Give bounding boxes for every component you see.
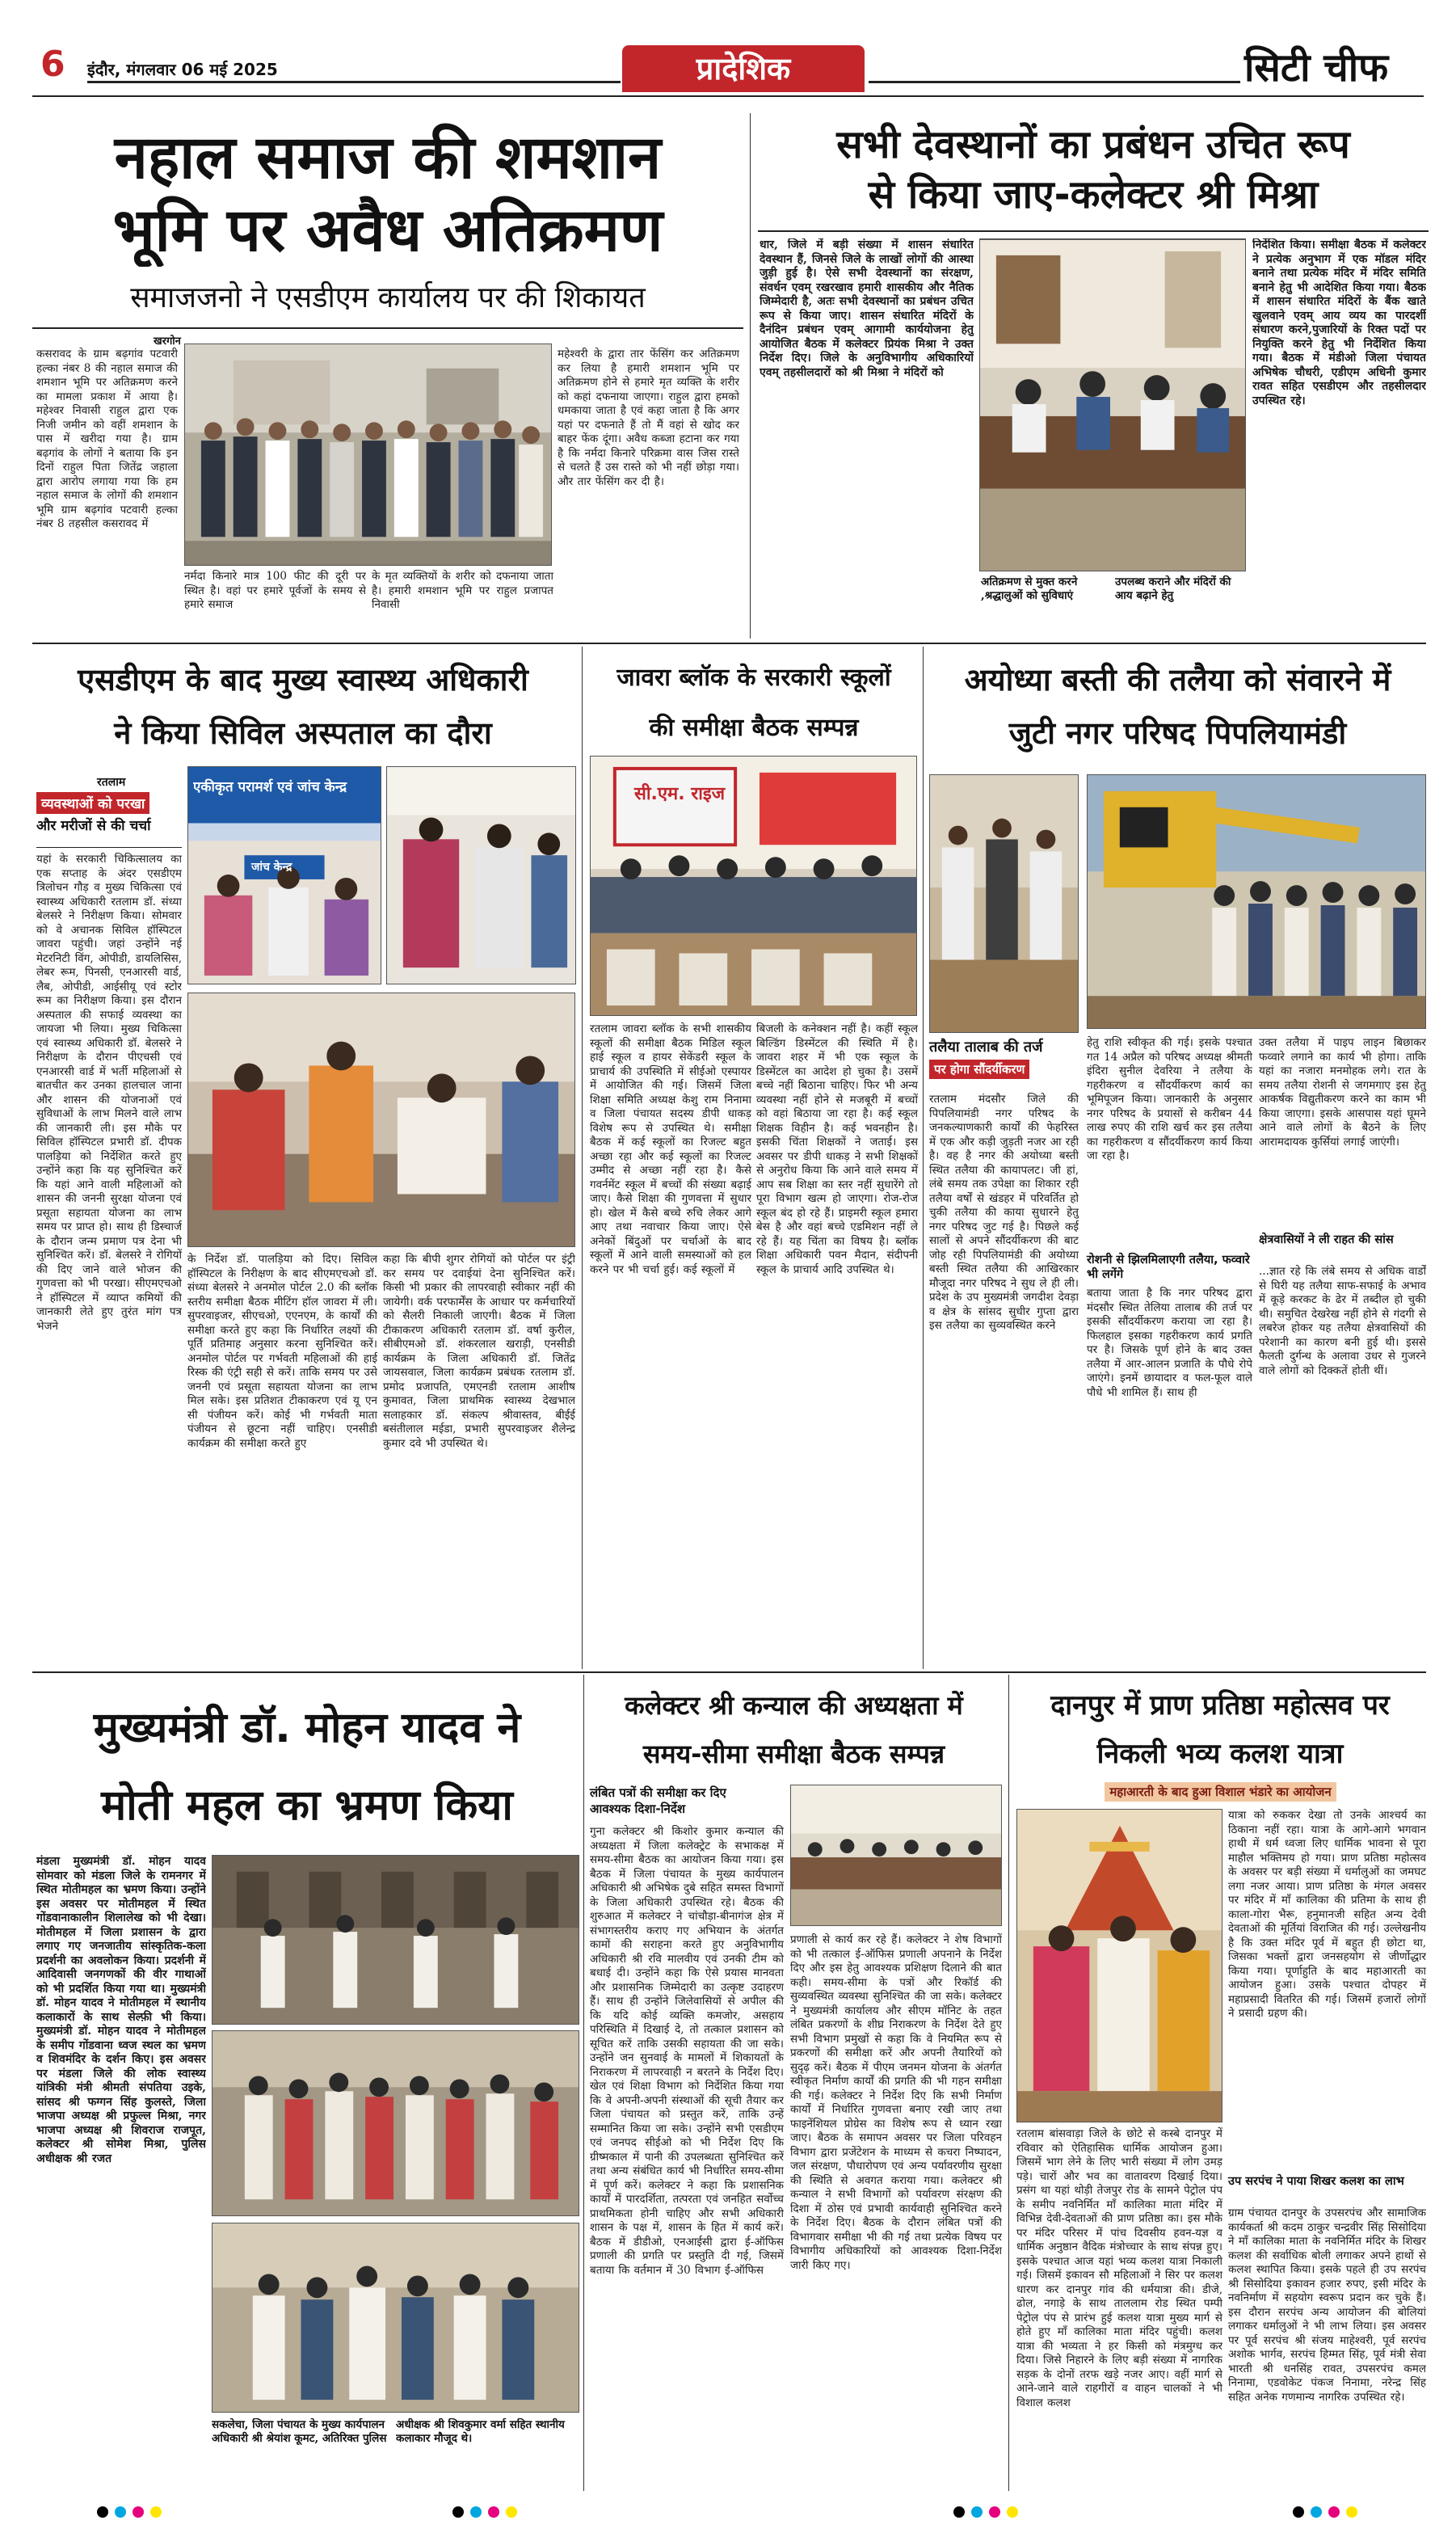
article-body: महेश्वरी के द्वारा तार फेंसिंग कर अतिक्रमण कर लिया है हमारी शमशान भूमि पर अतिक्रमण होने से हमारे मृत व्यक्ति के शरीर को कहां दफनाया जाएगा। राहुल द्वारा हमको धमकाया जाता है एवं कहा जाता है कि अगर यहां पर दफनाते हैं तो मैं वहां से खोद कर बाहर फेंक दूंगा। अवैध कब्जा हटाना कर गया है कि नर्मदा किनारे परिक्रमा वास जिस रास्ते से चलते हैं उस रास्ते को भी नहीं छोड़ा गया। और तार फेंसिंग कर दी है। (558, 348, 739, 488)
subheadline: समाजजनो ने एसडीएम कार्यालय पर की शिकायत (130, 281, 646, 314)
article-body: यहां के सरकारी चिकित्सालय का एक सप्ताह के अंदर एसडीएम त्रिलोचन गौड़ व मुख्य चिकित्सा एवं स्वास्थ्य अधिकारी रतलाम डॉ. संध्या बेलसरे ने निरीक्षण किया। सोमवार को वे अचानक सिविल हॉस्पिटल जावरा पहुंची। जहां उन्होंने नई मेटरनिटी विंग, ओपीडी, डायलिसिस, लेबर रूम, पिनसी, एनआरसी वार्ड, लैब, ओपीडी, आईसीयू एवं स्टोर रूम का निरीक्षण किया। इस दौरान अस्पताल की सफाई व्यवस्था का जायजा भी लिया। मुख्य चिकित्सा एवं स्वास्थ्य अधिकारी डॉ. बेलसरे ने निरीक्षण के दौरान पीएचसी एवं एनआरसी वार्ड में भर्ती महिलाओं से बातचीत कर उनका हालचाल जाना और शासन की योजनाओं एवं सुविधाओं के लाभ मिलने वाले लाभ की जानकारी ली। इस मौके पर सिविल हॉस्पिटल प्रभारी डॉ. दीपक पालड़िया को निर्देशित करते हुए उन्होंने कहा कि यह सुनिश्चित करें कि यहां आने वाली महिलाओं को शासन की जननी सुरक्षा योजना एवं प्रसूता सहायता योजना का लाभ समय पर प्राप्त हो। साथ ही डिस्चार्ज के दौरान जन्म प्रमाण पत्र देना भी सुनिश्चित करें। डॉ. बेलसरे ने रोगियों की दिए जाने वाले भोजन की गुणवत्ता को भी परखा। सीएमएचओ ने हॉस्पिटल में व्याप्त कमियों की जानकारी लेते हुए तुरंत मांग पत्र भेजने (36, 853, 182, 1333)
photo-health-centre (187, 766, 381, 984)
article-body: निर्देशित किया। समीक्षा बैठक में कलेक्टर ने प्रत्येक अनुभाग में एक मॉडल मंदिर बनाने तथा प्रत्येक मंदिर में मंदिर समिति बनाने हेतु भी आदेशित किया गया। बैठक में शासन संधारित मंदिरों के बैंक खाते खुलवाने एवम् आय व्यय का पारदर्शी संधारण करने,पुजारियों के रिक्त पदों पर नियुक्ति करने हेतु भी निर्देशित किया गया। बैठक में मंडीओ जिला पंचायत अभिषेक चौधरी, एडीएम अधिनी कुमार रावत सहित एसडीएम और तहसीलदार उपस्थित रहे। (1252, 238, 1426, 407)
photo-officials (929, 774, 1079, 1033)
headline: अयोध्या बस्ती की तलैया को संवारने में जुटी नगर परिषद पिपलियामंडी (964, 662, 1391, 751)
photo-school-meeting (590, 756, 917, 1016)
story-dateline: खरगोन (154, 335, 181, 348)
article-body: उक्त तलैया में पाइप लाइन बिछाकर फव्वारे लगाने का कार्य भी होगा। ताकि यहां का नजारा मनमोहक लगे। रात के समय तलैया रोशनी से जगमगाए इस हेतु आकर्षक विद्युतीकरण करने का काम भी किया जाएगा। इसके आसपास यहां घूमने आने वाले लोगों के बैठने के लिए आरामदायक कुर्सियां लगाई जाएंगी। (1259, 1036, 1426, 1149)
article-body: ...ज्ञात रहे कि लंबे समय से अधिक वार्डों से घिरी यह तलैया साफ-सफाई के अभाव में कूड़े करकट के ढेर में तब्दील हो चुकी थी। समुचित देखरेख नहीं होने से गंदगी से लबरेज होकर यह तलैया क्षेत्रवासियों की परेशानी का कारण बनी हुई थी। इससे फैलती दुर्गन्ध के अलावा उधर से गुजरने वाले लोगों को दिक्कतें होती थीं। (1259, 1265, 1426, 1377)
kicker: महाआरती के बाद हुआ विशाल भंडारे का आयोजन (1016, 1782, 1424, 1802)
headline: मुख्यमंत्री डॉ. मोहन यादव ने मोती महल का भ्रमण किया (93, 1704, 521, 1830)
article-body: रतलाम बांसवाड़ा जिले के छोटे से कस्बे दानपुर में रविवार को ऐतिहासिक धार्मिक आयोजन हुआ। जिसमें भाग लेने के लिए भारी संख्या में लोग उमड़ पड़े। चारों और भव का वातावरण दिखाई दिया। प्रसंग था यहां थोड़ी तेजपुर रोड के सामने पेट्रोल पंप के समीप नवनिर्मित माँ कालिका माता मंदिर में विभिन्न देवी-देवताओं की प्राण प्रतिष्ठा का। इस मौके पर मंदिर परिसर में पांच दिवसीय हवन-यज्ञ व धार्मिक अनुष्ठान वैदिक मंत्रोच्चार के साथ संपन्न हुए। इसके पश्चात आज यहां भव्य कलश यात्रा निकाली गई। जिसमें इकावन सौ महिलाओं ने सिर पर कलश धारण कर दानपुर गांव की धर्मयात्रा की। डीजे, ढोल, नगाड़े के साथ ताललाम रोड स्थित पम्पी पेट्रोल पंप से प्रारंभ हुई कलश यात्रा मुख्य मार्ग से होते हुए माँ कालिका माता मंदिर पहुंची। कलश यात्रा की भव्यता ने हर किसी को मंत्रमुग्ध कर दिया। जिसे निहारने के लिए बड़ी संख्या में नागरिक सड़क के दोनों तरफ खड़े नजर आए। वहीं मार्ग से आने-जाने वाले राहगीरों व वाहन चालकों ने भी विशाल कलश (1016, 2127, 1222, 2409)
article-body: रतलाम मंदसौर जिले की पिपलियामंडी नगर परिषद के जनकल्याणकारी कार्यों की फेहरिस्त में एक और कड़ी जुड़ती नजर आ रही है। वह है नगर की अयोध्या बस्ती स्थित तलैया की कायापलट। जी हां, लंबे समय तक उपेक्षा का शिकार रही तलैया वर्षों से खंडहर में परिवर्तित हो चुकी तलैया की काया सुधारने हेतु नगर परिषद जुट गई है। पिछले कई सालों से अपने सौंदर्यीकरण की बाट जोह रही पिपलियामंडी की अयोध्या बस्ती स्थित तलैया की आखिरकार मौजूदा नगर परिषद ने सुध ले ही ली। प्रदेश के उप मुख्यमंत्री जगदीश देवड़ा व क्षेत्र के सांसद सुधीर गुप्ता द्वारा इस तलैया का सुव्यवस्थित करने (929, 1093, 1079, 1332)
dateline: इंदौर, मंगलवार 06 मई 2025 (87, 60, 278, 79)
article-body: ग्राम पंचायत दानपुर के उपसरपंच और सामाजिक कार्यकर्ता श्री कदम ठाकुर चन्द्रवीर सिंह सिसोदिया ने माँ कालिका माता के नवनिर्मित मंदिर के शिखर कलश की सर्वाधिक बोली लगाकर अपने हाथों से कलश स्थापित किया। इसके पहले ही उप सरपंच श्री सिसोदिया इकावन हजार रुपए, इसी मंदिर के नवनिर्माण में सहयोग स्वरूप प्रदान कर चुके हैं। इस दौरान सरपंच अन्य आयोजन की बोलियां लगाकर धर्मालुओं ने भी लाभ लिया। इस अवसर पर पूर्व सरपंच श्री संजय माहेश्वरी, पूर्व सरपंच अशोक भार्गव, सरपंच हिम्मत सिंह, पूर्व मंत्री सेवा भारती श्री धनसिंह रावत, उपसरपंच कमल निनामा, एडवोकेट पंकज निनामा, नरेन्द्र सिंह सहित अनेक गणमान्य नागरिक उपस्थित रहे। (1228, 2207, 1426, 2404)
kicker: व्यवस्थाओं को परखा और मरीजों से की चर्चा (36, 792, 182, 834)
article-body: धार, जिले में बड़ी संख्या में शासन संधारित देवस्थान हैं, जिनसे जिले के लाखों लोगों की आस्था जुड़ी हुई है। ऐसे सभी देवस्थानों का संरक्षण, संवर्धन एवम् रखरखाव हमारी शासकीय और नैतिक जिम्मेदारी है, अतः सभी देवस्थानों का प्रबंधन उचित रूप से किया जाए। शासन संधारित मंदिरों के दैनंदिन प्रबंधन एवम् आगामी कार्ययोजना हेतु आयोजित बैठक में कलेक्टर प्रियंक मिश्रा ने उक्त निर्देश दिए। जिले के अनुविभागीय अधिकारियों एवम् तहसीलदारों को श्री मिश्रा ने मंदिरों को (760, 238, 974, 379)
photo-patients-ward (187, 993, 575, 1247)
photo-collector-meeting (979, 238, 1246, 571)
headline: कलेक्टर श्री कन्याल की अध्यक्षता में समय-सीमा समीक्षा बैठक सम्पन्न (625, 1690, 963, 1769)
kicker: तलैया तालाब की तर्ज पर होगा सौंदर्यीकरण (929, 1039, 1079, 1079)
article-body: बिजली के कनेक्शन नहीं है। कहीं स्कूल बिल्डिंग डिस्मेंटल की स्थिति में है। जावरा शहर में भी एक स्कूल के डिस्मेंटल का आदेश हो चुका है। उसमें बच्चे नहीं बिठाना चाहिए। फिर भी अन्य व्यवस्था नहीं होने से मजबूरी में बच्चों को वहां बिठाया जा रहा है। कई स्कूल शिक्षक विहीन है। कई भवनहीन है। इसकी चिंता शिक्षकों ने जताई। इस अवसर पर डीपी धाकड़ ने सभी शिक्षकों से अनुरोध किया कि आने वाले समय में आप सब शिक्षा का स्तर नहीं सुधारेंगे तो पूरा विभाग खत्म हो जाएगा। रोज-रोज स्कूल बंद हो रहे हैं। प्राइमरी स्कूल हमारा बेस है और वहां बच्चे एडमिशन नहीं ले रहे हैं। यह चिंता का विषय है। ब्लॉक शिक्षा अधिकारी पवन मैदान, संदीपनी स्कूल के प्राचार्य आदि उपस्थित थे। (756, 1022, 918, 1276)
photo-jcb-excavation (1087, 774, 1426, 1029)
photo-guna-meeting (790, 1785, 1002, 1926)
section-title: प्रादेशिक (696, 51, 791, 86)
photo-cm-heritage (212, 1855, 579, 2025)
sign-text: जांच केन्द्र (251, 861, 292, 874)
sign-text: एकीकृत परामर्श एवं जांच केन्द्र (193, 779, 347, 795)
subhead-kicker: उप सरपंच ने पाया शिखर कलश का लाभ (1228, 2175, 1404, 2188)
article-body: बताया जाता है कि नगर परिषद द्वारा मंदसौर स्थित तेलिया तालाब की तर्ज पर इसकी सौंदर्यीकरण कराया जा रहा है। फिलहाल इसका गहरीकरण कार्य प्रगति पर है। जिसके पूर्ण होने के बाद उक्त तलैया में आर-आलन प्रजाति के पौधे रोपे जाएंगे। इनमें छायादार व फल-फूल वाले पौधे भी शामिल हैं। साथ ही (1087, 1287, 1252, 1399)
photo-collector-meeting-2 (979, 238, 1246, 240)
article-body: कहा कि बीपी शुगर रोगियों को पोर्टल पर इंट्री कर समय पर दवाईयां देना सुनिश्चित करें। किसी भी प्रकार की लापरवाही स्वीकार नहीं की जायेगी। वर्क परफार्मेंस के आधार पर कर्मचारियों को सैलरी निकाली जाएगी। बैठक में जिला टीकाकरण अधिकारी रतलाम डॉ. वर्षा कुरील, सीबीएमओ डॉ. शंकरलाल खराड़ी, एनसीडी कार्यक्रम के जिला अधिकारी डॉ. जितेंद्र जायसवाल, जिला कार्यक्रम प्रबंधक रतलाम डॉ. प्रमोद प्रजापति, एमएनडी रतलाम आशीष कुमावत, जिला प्राथमिक स्वास्थ्य देखभाल सलाहकार डॉ. संकल्प श्रीवास्तव, बीईई बसंतीलाल मईडा, प्रभारी सुपरवाइजर शैलेन्द्र कुमार दवे भी उपस्थित थे। (383, 1253, 575, 1450)
article-body: यात्रा को रुककर देखा तो उनके आश्चर्य का ठिकाना नहीं रहा। यात्रा के आगे-आगे भगवान हाथी में धर्म ध्वजा लिए धार्मिक भावना से पूरा माहौल भक्तिमय हो गया। प्राण प्रतिष्ठा महोत्सव के अवसर पर बड़ी संख्या में धर्मालुओं का जमघट लगा नजर आया। प्राण प्रतिष्ठा के मंगल अवसर पर मंदिर में माँ कालिका की प्रतिमा के साथ ही काला-गोरा भैरू, हनुमानजी सहित अन्य देवी देवताओं की मूर्तियां विराजित की गई। उल्लेखनीय है कि उक्त मंदिर पूर्व में बहुत ही छोटा था, जिसका भक्तों द्वारा जनसहयोग से जीर्णोद्धार किया गया। पूर्णाहुति के बाद महाआरती का आयोजन हुआ। उसके पश्चात दोपहर में महाप्रसादी वितरित की गई। जिसमें हजारों लोगों ने प्रसादी ग्रहण की। (1228, 1809, 1426, 2020)
subhead-kicker: रोशनी से झिलमिलाएगी तलैया, फव्वारे भी लगेंगे (1087, 1254, 1250, 1281)
photo-caption: सकलेचा, जिला पंचायत के मुख्य कार्यपालन अधिकारी श्री श्रेयांश कूमट, अतिरिक्त पुलिस (212, 2418, 387, 2445)
brand-logo: सिटी चीफ (1244, 45, 1389, 91)
article-body: गुना कलेक्टर श्री किशोर कुमार कन्याल की अध्यक्षता में जिला कलेक्ट्रेट के सभाकक्ष में समय-सीमा बैठक का आयोजन किया गया। इस बैठक में जिला पंचायत के मुख्य कार्यपालन अधिकारी श्री अभिषेक दुबे सहित समस्त विभागों के जिला अधिकारी उपस्थित रहे। बैठक की शुरुआत में कलेक्टर ने चांचौड़ा-बीनागंज क्षेत्र में संभागस्तरीय कराए गए अभियान के अंतर्गत कामों की सराहना करते हुए अनुविभागीय अधिकारी श्री रवि मालवीय एवं उनकी टीम को बधाई दी। उन्होंने कहा कि ऐसे प्रयास मानवता और प्रशासनिक जिम्मेदारी का उत्कृष्ट उदाहरण हैं। साथ ही उन्होंने जिलेवासियों से अपील की कि यदि कोई व्यक्ति कमजोर, असहाय परिस्थिति में दिखाई दे, तो तत्काल प्रशासन को सूचित करें ताकि उसकी सहायता की जा सके। उन्होंने जन सुनवाई के मामलों में शिकायतों के निराकरण में लापरवाही न बरतने के निर्देश दिए। खेल एवं शिक्षा विभाग को निर्देशित किया गया कि वे अपनी-अपनी संस्थाओं की सूची तैयार कर जिला पंचायत को प्रस्तुत करें, ताकि उन्हें सम्मानित किया जा सके। उन्होंने सभी एसडीएम एवं जनपद सीईओ को भी निर्देश दिए कि ग्रीष्मकाल में पानी की उपलब्धता सुनिश्चित करें तथा अन्य संबंधित कार्य भी निर्धारित समय-सीमा में पूर्ण करें। कलेक्टर ने कहा कि प्रशासनिक कार्यों में पारदर्शिता, तत्परता एवं जनहित सर्वोच्च प्राथमिकता होनी चाहिए और सभी अधिकारी शासन के पक्ष में, शासन के हित में कार्य करें। बैठक में डीडीओ, एनआईसी द्वारा ई-ऑफिस प्रणाली की प्रगति पर प्रस्तुति दी गई, जिसमें बताया कि वर्तमान में 30 विभाग ई-ऑफिस (590, 1825, 784, 2277)
photo-caption: उपलब्ध कराने और मंदिरों की आय बढ़ाने हेतु (1115, 575, 1231, 602)
section-banner (622, 45, 865, 92)
article-body: रतलाम जावरा ब्लॉक के सभी शासकीय स्कूलों की समीक्षा बैठक मिडिल स्कूल हाई स्कूल व हायर सेकेंडरी स्कूल के प्राचार्य की उपस्थिति में सीईओ एस्पायर में आयोजित की गई। जिसमें जिला शिक्षा समिति अध्यक्ष केशु राम निनामा व जिला पंचायत सदस्य डीपी धाकड़ विशेष रूप से उपस्थित थे। समीक्षा बैठक में कई स्कूलों का रिजल्ट बहुत अच्छा रहा और कई स्कूलों का रिजल्ट उम्मीद से अच्छा नहीं रहा है। कैसे गवर्नमेंट स्कूल में बच्चों की संख्या बढ़ाई जाए। कैसे शिक्षा की गुणवत्ता में सुधार हो। खेल में कैसे बच्चे रुचि लेकर आगे आए तथा नवाचार किया जाए। ऐसे अनेकों बिंदुओं पर चर्चाओं के बाद स्कूलों में आने वाली समस्याओं को हल करने पर भी चर्चा हुई। कई स्कूलों में (590, 1022, 751, 1276)
photo-caption: अधीक्षक श्री शिवकुमार वर्मा सहित स्थानीय कलाकार मौजूद थे। (396, 2418, 565, 2445)
article-body: कसरावद के ग्राम बढ़गांव पटवारी हल्का नंबर 8 की नहाल समाज की शमशान भूमि पर अतिक्रमण करने का मामला प्रकाश में आया है। महेश्वर निवासी राहुल द्वारा एक निजी जमीन को वहीं शमशान के पास में खरीदा गया है। ग्राम बढ़गांव के लोगों ने बताया कि इन दिनों राहुल पिता जितेंद्र जहाला द्वारा आरोप लगाया गया कि हम नहाल समाज के लोगों की शमशान भूमि ग्राम बढ़गांव पटवारी हल्का नंबर 8 तहसील कसरावद में (36, 348, 178, 530)
photo-complainants (184, 344, 552, 566)
article-body: के निर्देश डॉ. पालड़िया को दिए। सिविल हॉस्पिटल के निरीक्षण के बाद सीएमएचओ डॉ. संध्या बेलसरे ने अनमोल पोर्टल 2.0 की ब्लॉक स्तरीय समीक्षा बैठक मीटिंग हॉल जावरा में ली। सुपरवाइजर, सीएचओ, एएनएम, के कार्यों की समीक्षा करते हुए कहा कि निर्धारित लक्ष्यों की पूर्ति प्रतिमाह अनुसार करना सुनिश्चित करें। अनमोल पोर्टल पर गर्भवती महिलाओं की हाई रिस्क की एंट्री सही से करें। ताकि समय पर उसे जननी एवं प्रसूता सहायता योजना का लाभ मिल सके। इस प्रतिशत टीकाकरण एवं यू एन सी पंजीयन करें। कोई भी गर्भवती माता पंजीयन से छूटना नहीं चाहिए। एनसीडी कार्यक्रम की समीक्षा करते हुए (187, 1253, 377, 1450)
article-body: प्रणाली से कार्य कर रहे हैं। कलेक्टर ने शेष विभागों को भी तत्काल ई-ऑफिस प्रणाली अपनाने के निर्देश दिए और इस हेतु आवश्यक प्रशिक्षण दिलाने की बात कही। समय-सीमा के पत्रों और रिकॉर्ड की सुव्यवस्थित व्यवस्था सुनिश्चित की जा सके। कलेक्टर ने मुख्यमंत्री कार्यालय और सीएम मॉनिट के तहत लंबित प्रकरणों के शीघ्र निराकरण के निर्देश देते हुए सभी विभाग प्रमुखों से कहा कि वे नियमित रूप से प्रकरणों की समीक्षा करें और अपनी तैयारियों को सुदृढ़ करें। बैठक में पीएम जनमन योजना के अंतर्गत स्वीकृत निर्माण कार्यों की प्रगति की भी गहन समीक्षा की गई। कलेक्टर ने निर्देश दिए कि सभी निर्माण कार्यों में निर्धारित गुणवत्ता बनाए रखी जाए तथा फाइनेंशियल प्रोग्रेस का विशेष रूप से ध्यान रखा जाए। बैठक के समापन अवसर पर जिला परिवहन विभाग द्वारा प्रजेंटेशन के माध्यम से कचरा निष्पादन, जल संरक्षण, पौधारोपण एवं अन्य पर्यावरणीय सुरक्षा की स्थिति से अवगत कराया गया। कलेक्टर श्री कन्याल ने सभी विभागों को पर्यावरण संरक्षण की दिशा में ठोस एवं प्रभावी कार्यवाही सुनिश्चित करने के निर्देश दिए। बैठक के दौरान लंबित पत्रों की विभागवार समीक्षा भी की गई तथा प्रत्येक विषय पर विभागीय अधिकारियों को आवश्यक दिशा-निर्देश जारी किए गए। (790, 1933, 1002, 2272)
headline: नहाल समाज की शमशान भूमि पर अवैध अतिक्रमण (112, 123, 663, 265)
headline: दानपुर में प्राण प्रतिष्ठा महोत्सव पर निकली भव्य कलश यात्रा (1050, 1689, 1390, 1770)
article-body: नर्मदा किनारे मात्र 100 फीट की दूरी पर स्थित है। वहां पर हमारे पूर्वजों के समय से हमारे समाज (184, 570, 366, 611)
article-body: हेतु राशि स्वीकृत की गई। इसके पश्चात गत 14 अप्रैल को परिषद अध्यक्ष श्रीमती इंदिरा सुनील देवरिया ने तलैया के गहरीकरण व सौंदर्यीकरण कार्य का भूमिपूजन किया। जानकारी के अनुसार नगर परिषद के प्रयासों से करीबन 44 लाख रुपए की राशि खर्च कर इस तलैया का गहरीकरण व सौंदर्यीकरण कार्य किया जा रहा है। (1087, 1036, 1252, 1162)
kicker: लंबित पत्रों की समीक्षा कर दिए आवश्यक दिशा-निर्देश (590, 1785, 726, 1816)
masthead (0, 0, 1456, 97)
headline: सभी देवस्थानों का प्रबंधन उचित रूप से किया जाए-कलेक्टर श्री मिश्रा (836, 122, 1350, 217)
headline: जावरा ब्लॉक के सरकारी स्कूलों की समीक्षा बैठक सम्पन्न (616, 664, 891, 742)
photo-hospital-inspection (386, 766, 576, 984)
print-registration-marks (0, 2502, 1456, 2526)
photo-kalash-yatra (1016, 1809, 1222, 2122)
page-number: 6 (40, 44, 65, 85)
photo-caption: अतिक्रमण से मुक्त करने ,श्रद्धालुओं को सुविधाएं (981, 575, 1078, 602)
article-body: मंडला मुख्यमंत्री डॉ. मोहन यादव सोमवार को मंडला जिले के रामनगर में स्थित मोतीमहल का भ्रमण किया। उन्होंने इस अवसर पर मोतीमहल में स्थित गोंडवानाकालीन शिलालेख को भी देखा। मोतीमहल में जिला प्रशासन के द्वारा लगाए गए जनजातीय सांस्कृतिक-कला प्रदर्शनी का अवलोकन किया। प्रदर्शनी में आदिवासी जनगणकों की वीर गाथाओं को भी प्रदर्शित किया गया था। मुख्यमंत्री डॉ. मोहन यादव ने मोतीमहल में स्थानीय कलाकारों के साथ सेल्फ़ी भी किया। मुख्यमंत्री डॉ. मोहन यादव ने मोतीमहल के समीप गोंडवाना ध्वज स्थल का भ्रमण व शिवमंदिर के दर्शन किए। इस अवसर पर मंडला जिले की लोक स्वास्थ्य यांत्रिकी मंत्री श्रीमती संपतिया उइके, सांसद श्री फग्गन सिंह कुलस्ते, जिला भाजपा अध्यक्ष श्री प्रफुल्ल मिश्रा, नगर भाजपा अध्यक्ष श्री शिवराज राजपूत, कलेक्टर श्री सोमेश मिश्रा, पुलिस अधीक्षक श्री रजत (36, 1855, 206, 2165)
story-dateline: रतलाम (97, 776, 126, 789)
subhead-kicker: क्षेत्रवासियों ने ली राहत की सांस (1259, 1233, 1394, 1246)
headline: एसडीएम के बाद मुख्य स्वास्थ्य अधिकारी ने किया सिविल अस्पताल का दौरा (78, 662, 528, 751)
article-body: के मृत व्यक्तियों के शरीर को दफनाया जाता है। हमारी शमशान भूमि पर राहुल प्रजापत निवासी (372, 570, 553, 611)
banner-text: सी.एम. राइज (633, 784, 726, 804)
photo-cm-visit (212, 2223, 579, 2413)
photo-cm-artists (212, 2030, 579, 2216)
